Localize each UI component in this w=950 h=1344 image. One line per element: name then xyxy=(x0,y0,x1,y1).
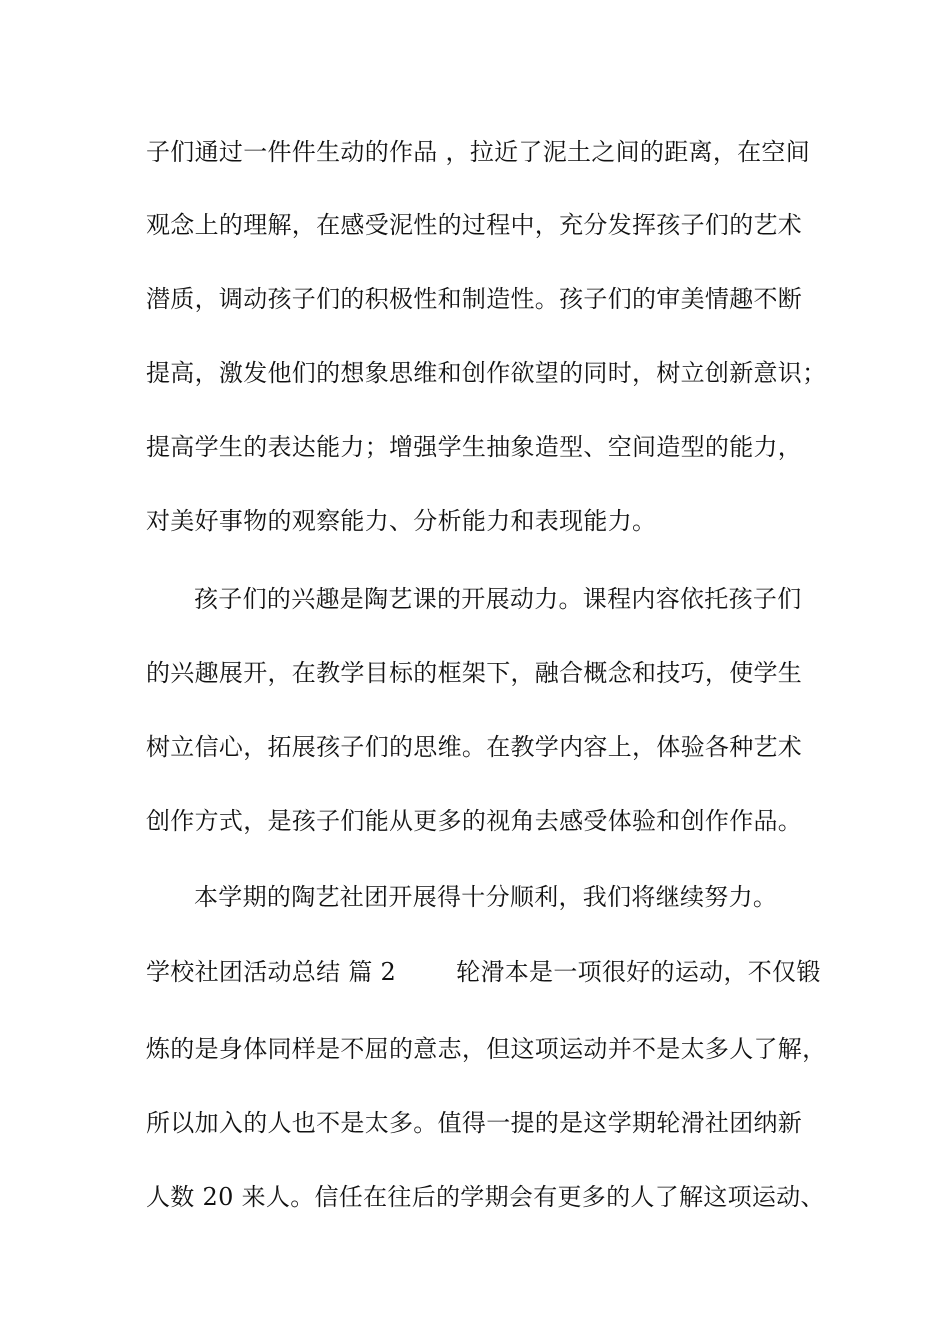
paragraph-line: 本学期的陶艺社团开展得十分顺利，我们将继续努力。 xyxy=(194,883,778,911)
paragraph-line: 提高，激发他们的想象思维和创作欲望的同时，树立创新意识； xyxy=(146,359,827,387)
paragraph-line: 对美好事物的观察能力、分析能力和表现能力。 xyxy=(146,507,657,535)
paragraph-line: 人数 20 来人。信任在往后的学期会有更多的人了解这项运动、 xyxy=(146,1183,825,1211)
paragraph-line: 树立信心，拓展孩子们的思维。在教学内容上，体验各种艺术 xyxy=(146,733,803,761)
paragraph-line: 创作方式，是孩子们能从更多的视角去感受体验和创作作品。 xyxy=(146,807,803,835)
paragraph-line: 子们通过一件件生动的作品 ，拉近了泥土之间的距离，在空间 xyxy=(146,138,811,166)
paragraph-line: 孩子们的兴趣是陶艺课的开展动力。课程内容依托孩子们 xyxy=(194,585,802,613)
paragraph-line: 提高学生的表达能力；增强学生抽象造型、空间造型的能力， xyxy=(146,433,803,461)
paragraph-line: 潜质，调动孩子们的积极性和制造性。孩子们的审美情趣不断 xyxy=(146,285,803,313)
paragraph-line: 的兴趣展开，在教学目标的框架下，融合概念和技巧，使学生 xyxy=(146,659,803,687)
section-line xyxy=(146,957,846,987)
paragraph-line: 炼的是身体同样是不屈的意志，但这项运动并不是太多人了解， xyxy=(146,1035,827,1063)
paragraph-line: 观念上的理解，在感受泥性的过程中，充分发挥孩子们的艺术 xyxy=(146,211,803,239)
paragraph-line: 所以加入的人也不是太多。值得一提的是这学期轮滑社团纳新 xyxy=(146,1109,803,1137)
section-heading: 学校社团活动总结 篇 2 xyxy=(146,958,397,986)
section-first-line: 轮滑本是一项很好的运动，不仅锻 xyxy=(456,958,821,986)
